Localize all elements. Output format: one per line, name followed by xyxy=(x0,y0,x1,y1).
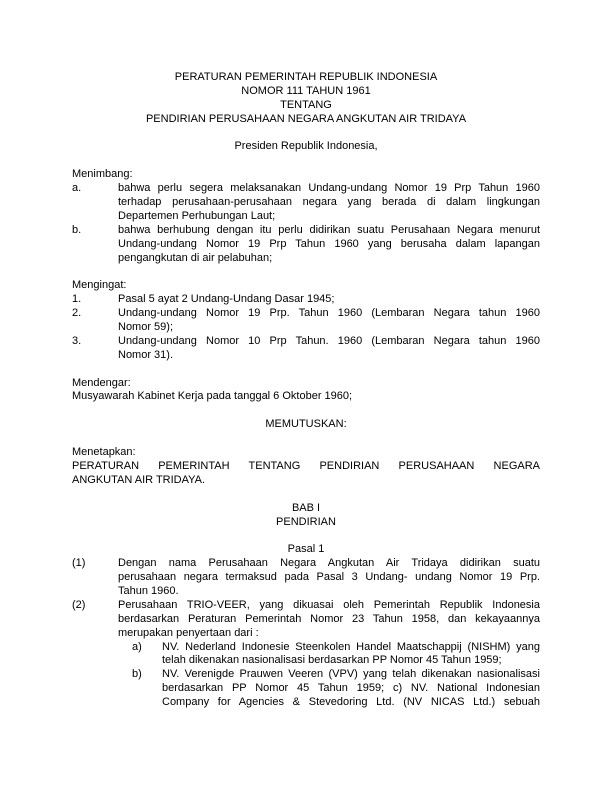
item-text-line: Departemen Perhubungan Laut; xyxy=(118,209,276,222)
pasal1-list xyxy=(72,557,540,710)
memutuskan-heading: MEMUTUSKAN: xyxy=(265,418,347,431)
item-label: a) xyxy=(132,640,142,653)
item-text-line: berdasarkan PP Nomor 45 Tahun 1959; c) NV. National Indonesian xyxy=(162,682,540,695)
title-line: PENDIRIAN PERUSAHAAN NEGARA ANGKUTAN AIR TRIDAYA xyxy=(145,112,467,125)
list-item xyxy=(72,307,540,335)
item-text-line: pengangkutan di air pelabuhan; xyxy=(118,251,273,264)
pasal-heading: Pasal 1 xyxy=(287,543,325,556)
item-text-line: merupakan penyertaan dari : xyxy=(118,626,259,639)
item-text-line: NV. Verenigde Prauwen Veeren (VPV) yang telah dikenakan nasionalisasi xyxy=(162,668,540,681)
item-label: b) xyxy=(132,668,142,681)
sub-item xyxy=(132,668,540,710)
item-text-line: Dengan nama Perusahaan Negara Angkutan Air Tridaya didirikan suatu xyxy=(118,557,540,570)
item-text-line: Tahun 1960. xyxy=(118,584,179,597)
item-text-line: Perusahaan TRIO-VEER, yang dikuasai oleh Pemerintah Republik Indonesia xyxy=(118,598,540,611)
list-item xyxy=(72,224,540,266)
item-label: a. xyxy=(72,182,82,195)
item-text-line: Undang-undang Nomor 19 Prp. Tahun 1960 (Lembaran Negara tahun 1960 xyxy=(118,307,540,320)
sub-item xyxy=(132,641,540,669)
list-item xyxy=(72,293,540,307)
menetapkan-line: ANGKUTAN AIR TRIDAYA. xyxy=(72,473,206,486)
item-text-line: Undang-undang Nomor 19 Prp Tahun 1960 yang berusaha dalam lapangan xyxy=(118,237,540,250)
mendengar-text: Musyawarah Kabinet Kerja pada tanggal 6 Oktober 1960; xyxy=(72,390,353,403)
list-item xyxy=(72,599,540,641)
menimbang-heading: Menimbang: xyxy=(72,168,133,181)
item-text-line: Pasal 5 ayat 2 Undang-Undang Dasar 1945; xyxy=(118,293,335,306)
bab-title: PENDIRIAN xyxy=(276,515,336,528)
mendengar-heading: Mendengar: xyxy=(72,376,131,389)
document-page xyxy=(72,71,540,710)
item-label: (1) xyxy=(72,557,86,570)
menetapkan-line: PERATURAN PEMERINTAH TENTANG PENDIRIAN PERUSAHAAN NEGARA xyxy=(72,459,540,472)
mengingat-list xyxy=(72,293,540,362)
item-text-line: Nomor 31). xyxy=(118,348,174,361)
item-text-line: Nomor 59); xyxy=(118,321,174,334)
item-text-line: telah dikenakan nasionalisasi berdasarkan PP Nomor 45 Tahun 1959; xyxy=(162,654,502,667)
item-text-line: berdasarkan Peraturan Pemerintah Nomor 23 Tahun 1958, dan kekayaannya xyxy=(118,612,540,625)
item-text-line: terhadap perusahaan-perusahaan negara yang berada di dalam lingkungan xyxy=(118,196,540,209)
document-title xyxy=(72,71,540,127)
title-line: NOMOR 111 TAHUN 1961 xyxy=(241,84,371,97)
item-label: 3. xyxy=(72,334,82,347)
list-item xyxy=(72,557,540,599)
item-label: (2) xyxy=(72,598,86,611)
item-text-line: Undang-undang Nomor 10 Prp Tahun. 1960 (Lembaran Negara tahun 1960 xyxy=(118,334,540,347)
title-line: PERATURAN PEMERINTAH REPUBLIK INDONESIA xyxy=(174,71,438,83)
item-text-line: bahwa perlu segera melaksanakan Undang-undang Nomor 19 Prp Tahun 1960 xyxy=(118,182,540,195)
item-label: 1. xyxy=(72,293,82,306)
title-line: TENTANG xyxy=(280,98,332,111)
menimbang-list xyxy=(72,182,540,265)
item-text-line: Company for Agencies & Stevedoring Ltd. (NV NICAS Ltd.) sebuah xyxy=(162,696,540,709)
item-text-line: perusahaan negara termaksud pada Pasal 3 Undang- undang Nomor 19 Prp. xyxy=(118,571,540,584)
item-label: 2. xyxy=(72,307,82,320)
item-text-line: bahwa berhubung dengan itu perlu didirikan suatu Perusahaan Negara menurut xyxy=(118,223,540,236)
item-label: b. xyxy=(72,223,82,236)
item-text-line: NV. Nederland Indonesie Steenkolen Handel Maatschappij (NISHM) yang xyxy=(162,640,540,653)
list-item xyxy=(72,335,540,363)
president-line: Presiden Republik Indonesia, xyxy=(234,140,378,153)
menetapkan-heading: Menetapkan: xyxy=(72,446,136,459)
bab-number: BAB I xyxy=(291,501,321,514)
mengingat-heading: Mengingat: xyxy=(72,279,127,292)
list-item xyxy=(72,182,540,224)
